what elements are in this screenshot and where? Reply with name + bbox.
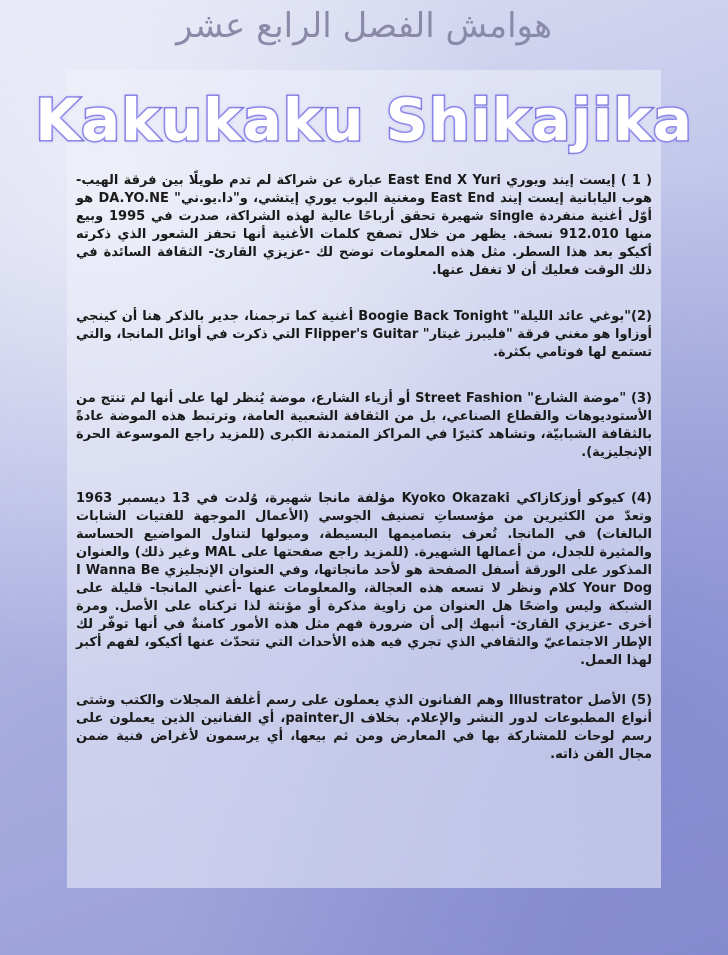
notes-section xyxy=(76,172,652,792)
note-3: (3) "موضة الشارع" Street Fashion أو أزياء الشارع، موضة يُنظر لها على أنها لم تنتج من الأستوديوهات والقطاع الصناعي، بل من الثقافة الشعبية العامة، وترتبط هذه الموضة عادةً بالثقافة الشبابيّة، وتشاهد كثيرًا في المراكز المتمدنة الكبرى (للمزيد راجع الموسوعة الحرة الإنجليزية). xyxy=(76,391,652,460)
note-5: (5) الأصل Illustrator وهم الفنانون الذي يعملون على رسم أغلفة المجلات والكتب وشتى أنواع المطبوعات لدور النشر والإعلام. بخلاف الpainter، أي الفنانين الذين يعملون على رسم لوحات للمشاركة بها في المعارض ومن ثم بيعها، أي يرسمون لأغراض فنية ضمن مجال الفن ذاته. xyxy=(76,693,653,762)
note-1: ( 1 ) إيست إيند ويوري East End X Yuri عبارة عن شراكة لم تدم طويلًا بين فرقة الهيب-هوب اليابانية إيست إيند East End ومغنية البوب يوري إيتشي، و"دا.يو.ني" DA.YO.NE هو أوّل أغنية منفردة single شهيرة تحقق أرباحًا عالية لهذه الشراكة، صدرت في 1995 وبيع منها 912.010 نسخة. يظهر من خلال تصفح كلمات الأغنية أنها تحفز الشعور الذي ذكرته أكيكو بعد هذا السطر. مثل هذه المعلومات توضح لك -عزيزي القارئ- الثقافة السائدة في ذلك الوقت فعليك أن لا تغفل عنها. xyxy=(76,173,653,278)
page-header-title: هوامش الفصل الرابع عشر xyxy=(175,6,553,46)
note-2: (2)"بوغي عائد الليلة" Boogie Back Tonight أغنية كما ترجمنا، جدير بالذكر هنا أن كينجي أوزاوا هو مغني فرقة "فليبرز غيتار" Flipper's Guitar التي ذكرت في أوائل المانجا، والتي تستمع لها فوتامي بكثرة. xyxy=(76,309,652,360)
note-4: (4) كيوكو أوزكازاكي Kyoko Okazaki مؤلفة مانجا شهيرة، وُلدت في 13 ديسمبر 1963 وتعدّ من الكثيرين من مؤسساتِ تصنيف الجوسي (الأعمال الموجهة للفتيات الشابات البالغات) في المانجا. تُعرف بتصاميمها البسيطة، وميولها لتناول المواضيع الحساسة والمثيرة للجدل، من أعمالها الشهيرة. (للمزيد راجع صفحتها على MAL وغير ذلك) والعنوان المذكور على الورقة أسفل الصفحة هو لأحد مانجاتها، وفي العنوان الإنجليزي I Wanna Be Your Dog كلام ونظر لا تسعه هذه العجالة، والمعلومات عنها -أعني المانجا- قليلة على الشبكة وليس واضحًا هل العنوان من زاوية مذكرة أو مؤنثة لذا تركناه على الأصل. ومرة أخرى -عزيزي القارئ- أنبهك إلى أن ضرورة فهم مثل هذه الأمور كامنةٌ في أنها توفّر لك الإطار الاجتماعيّ والثقافي الذي تجري فيه هذه الأحداث التي تتحدّث عنها أكيكو، لفهم أكبر لهذا العمل. xyxy=(76,491,653,668)
series-logo: Kakukaku Shikajika xyxy=(35,86,693,154)
